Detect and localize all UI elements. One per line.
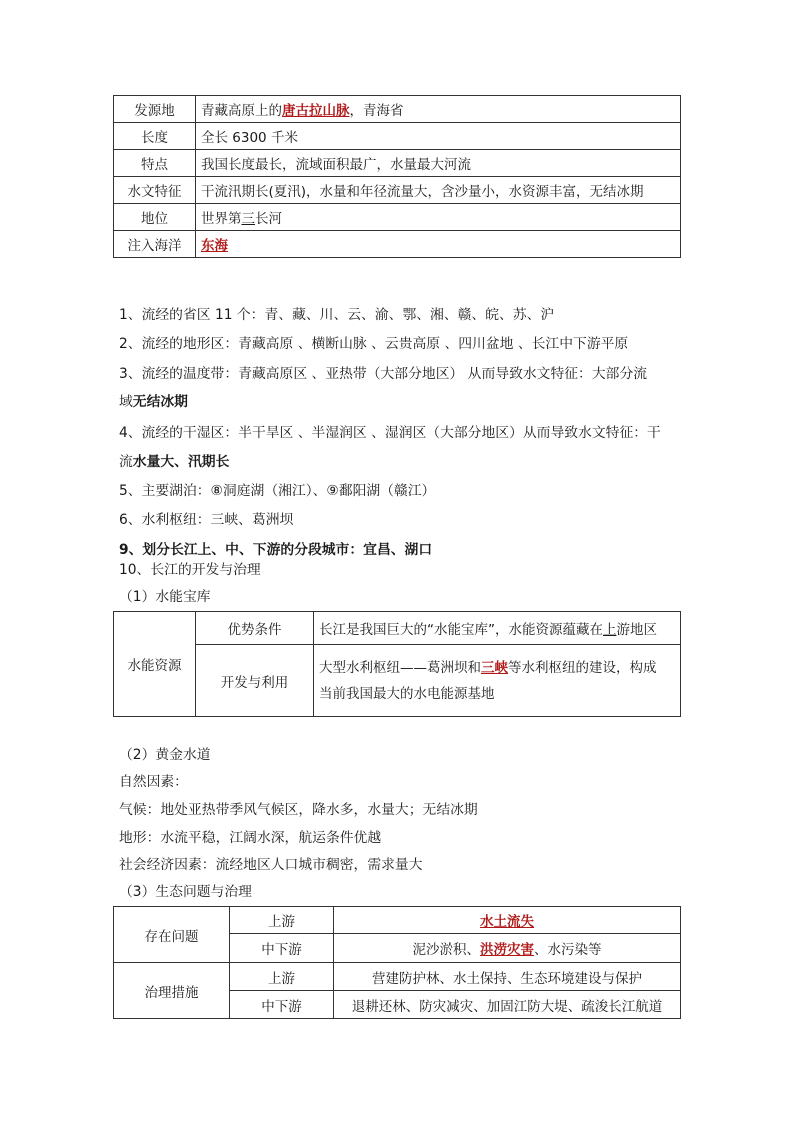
text: 青藏高原上的 (201, 103, 282, 119)
highlight-text: 水土流失 (480, 914, 534, 930)
underline-text: 上 (603, 622, 617, 638)
row-value (334, 934, 681, 963)
table-row (114, 231, 681, 258)
table-row (114, 645, 681, 717)
row-label: 特点 (114, 150, 196, 177)
line-development: 10、长江的开发与治理 (119, 562, 261, 578)
row-value: 干流汛期长(夏汛)，水量和年径流量大，含沙量小，水资源丰富，无结冰期 (196, 177, 681, 204)
row-value (334, 907, 681, 934)
line-climate: 气候：地处亚热带季风气候区，降水多，水量大；无结冰期 (119, 802, 478, 818)
highlight-text: 唐古拉山脉 (282, 103, 350, 119)
row-label: 注入海洋 (114, 231, 196, 258)
ecology-table (113, 906, 681, 1019)
line-lakes: 5、主要湖泊：⑧洞庭湖（湘江）、⑨鄱阳湖（赣江） (119, 483, 436, 499)
row-value (196, 96, 681, 123)
row-label: 优势条件 (196, 612, 314, 645)
table-row (114, 96, 681, 123)
text: ，青海省 (349, 103, 404, 119)
row-value: 全长 6300 千米 (196, 123, 681, 150)
row-label: 水文特征 (114, 177, 196, 204)
text: 域 (119, 394, 133, 410)
table-row (114, 177, 681, 204)
row-value: 我国长度最长，流域面积最广，水量最大河流 (196, 150, 681, 177)
highlight-text: 洪涝灾害 (480, 942, 534, 958)
text: 泥沙淤积、 (412, 942, 480, 958)
category-cell: 水能资源 (114, 612, 196, 717)
line-terrain: 地形：水流平稳，江阔水深，航运条件优越 (119, 830, 382, 846)
section-hydropower: （1）水能宝库 (119, 589, 211, 605)
text: 长江是我国巨大的“水能宝库”，水能资源蕴藏在 (319, 622, 603, 638)
table-row (114, 204, 681, 231)
line-provinces: 1、流经的省区 11 个：青、藏、川、云、渝、鄂、湘、赣、皖、苏、沪 (119, 307, 555, 323)
table-row (114, 150, 681, 177)
text: 游地区 (616, 622, 657, 638)
bold-text: 无结冰期 (132, 394, 188, 410)
row-label: 开发与利用 (196, 645, 314, 717)
line-hydro-projects: 6、水利枢纽：三峡、葛洲坝 (119, 512, 294, 528)
bold-text: 水量大、汛期长 (132, 454, 230, 470)
row-label: 地位 (114, 204, 196, 231)
row-value (314, 645, 681, 717)
line-moisture: 4、流经的干湿区：半干旱区 、半湿润区 、湿润区（大部分地区）从而导致水文特征：干 (119, 425, 661, 441)
text-line (319, 655, 675, 681)
underline-text: 三 (241, 211, 255, 227)
line-social-factors: 社会经济因素：流经地区人口城市稠密，需求量大 (119, 857, 423, 873)
line-landforms: 2、流经的地形区：青藏高原 、横断山脉 、云贵高原 、四川盆地 、长江中下游平原 (119, 336, 629, 352)
text: 、水污染等 (534, 942, 602, 958)
row-value: 退耕还林、防灾减灾、加固江防大堤、疏浚长江航道 (334, 991, 681, 1019)
row-value: 营建防护林、水土保持、生态环境建设与保护 (334, 963, 681, 991)
highlight-text: 东海 (201, 238, 228, 254)
category-cell: 治理措施 (114, 963, 230, 1019)
table-row (114, 612, 681, 645)
line-temperature-cont (119, 390, 188, 410)
row-value (196, 204, 681, 231)
line-natural-factors: 自然因素： (119, 774, 188, 790)
line-division-cities: 9、划分长江上、中、下游的分段城市：宜昌、湖口 (119, 542, 433, 558)
row-value (314, 612, 681, 645)
text: 世界第 (201, 211, 242, 227)
row-label: 长度 (114, 123, 196, 150)
line-temperature: 3、流经的温度带：青藏高原区 、亚热带（大部分地区） 从而导致水文特征：大部分流 (119, 366, 648, 382)
row-label: 上游 (230, 963, 334, 991)
line-moisture-cont (119, 450, 229, 470)
river-facts-table (113, 95, 681, 258)
highlight-text: 三峡 (481, 659, 508, 676)
text-line: 当前我国最大的水电能源基地 (319, 685, 495, 702)
table-row (114, 907, 681, 934)
text: 长河 (255, 211, 282, 227)
category-cell: 存在问题 (114, 907, 230, 963)
text: 等水利枢纽的建设，构成 (508, 659, 657, 676)
row-label: 上游 (230, 907, 334, 934)
text: 大型水利枢纽——葛洲坝和 (319, 659, 481, 676)
hydropower-table (113, 611, 681, 717)
row-label: 中下游 (230, 934, 334, 963)
row-label: 中下游 (230, 991, 334, 1019)
text: 流 (119, 454, 133, 470)
row-label: 发源地 (114, 96, 196, 123)
section-ecology: （3）生态问题与治理 (119, 884, 252, 900)
section-golden-waterway: （2）黄金水道 (119, 747, 211, 763)
row-value (196, 231, 681, 258)
table-row (114, 123, 681, 150)
table-row (114, 963, 681, 991)
